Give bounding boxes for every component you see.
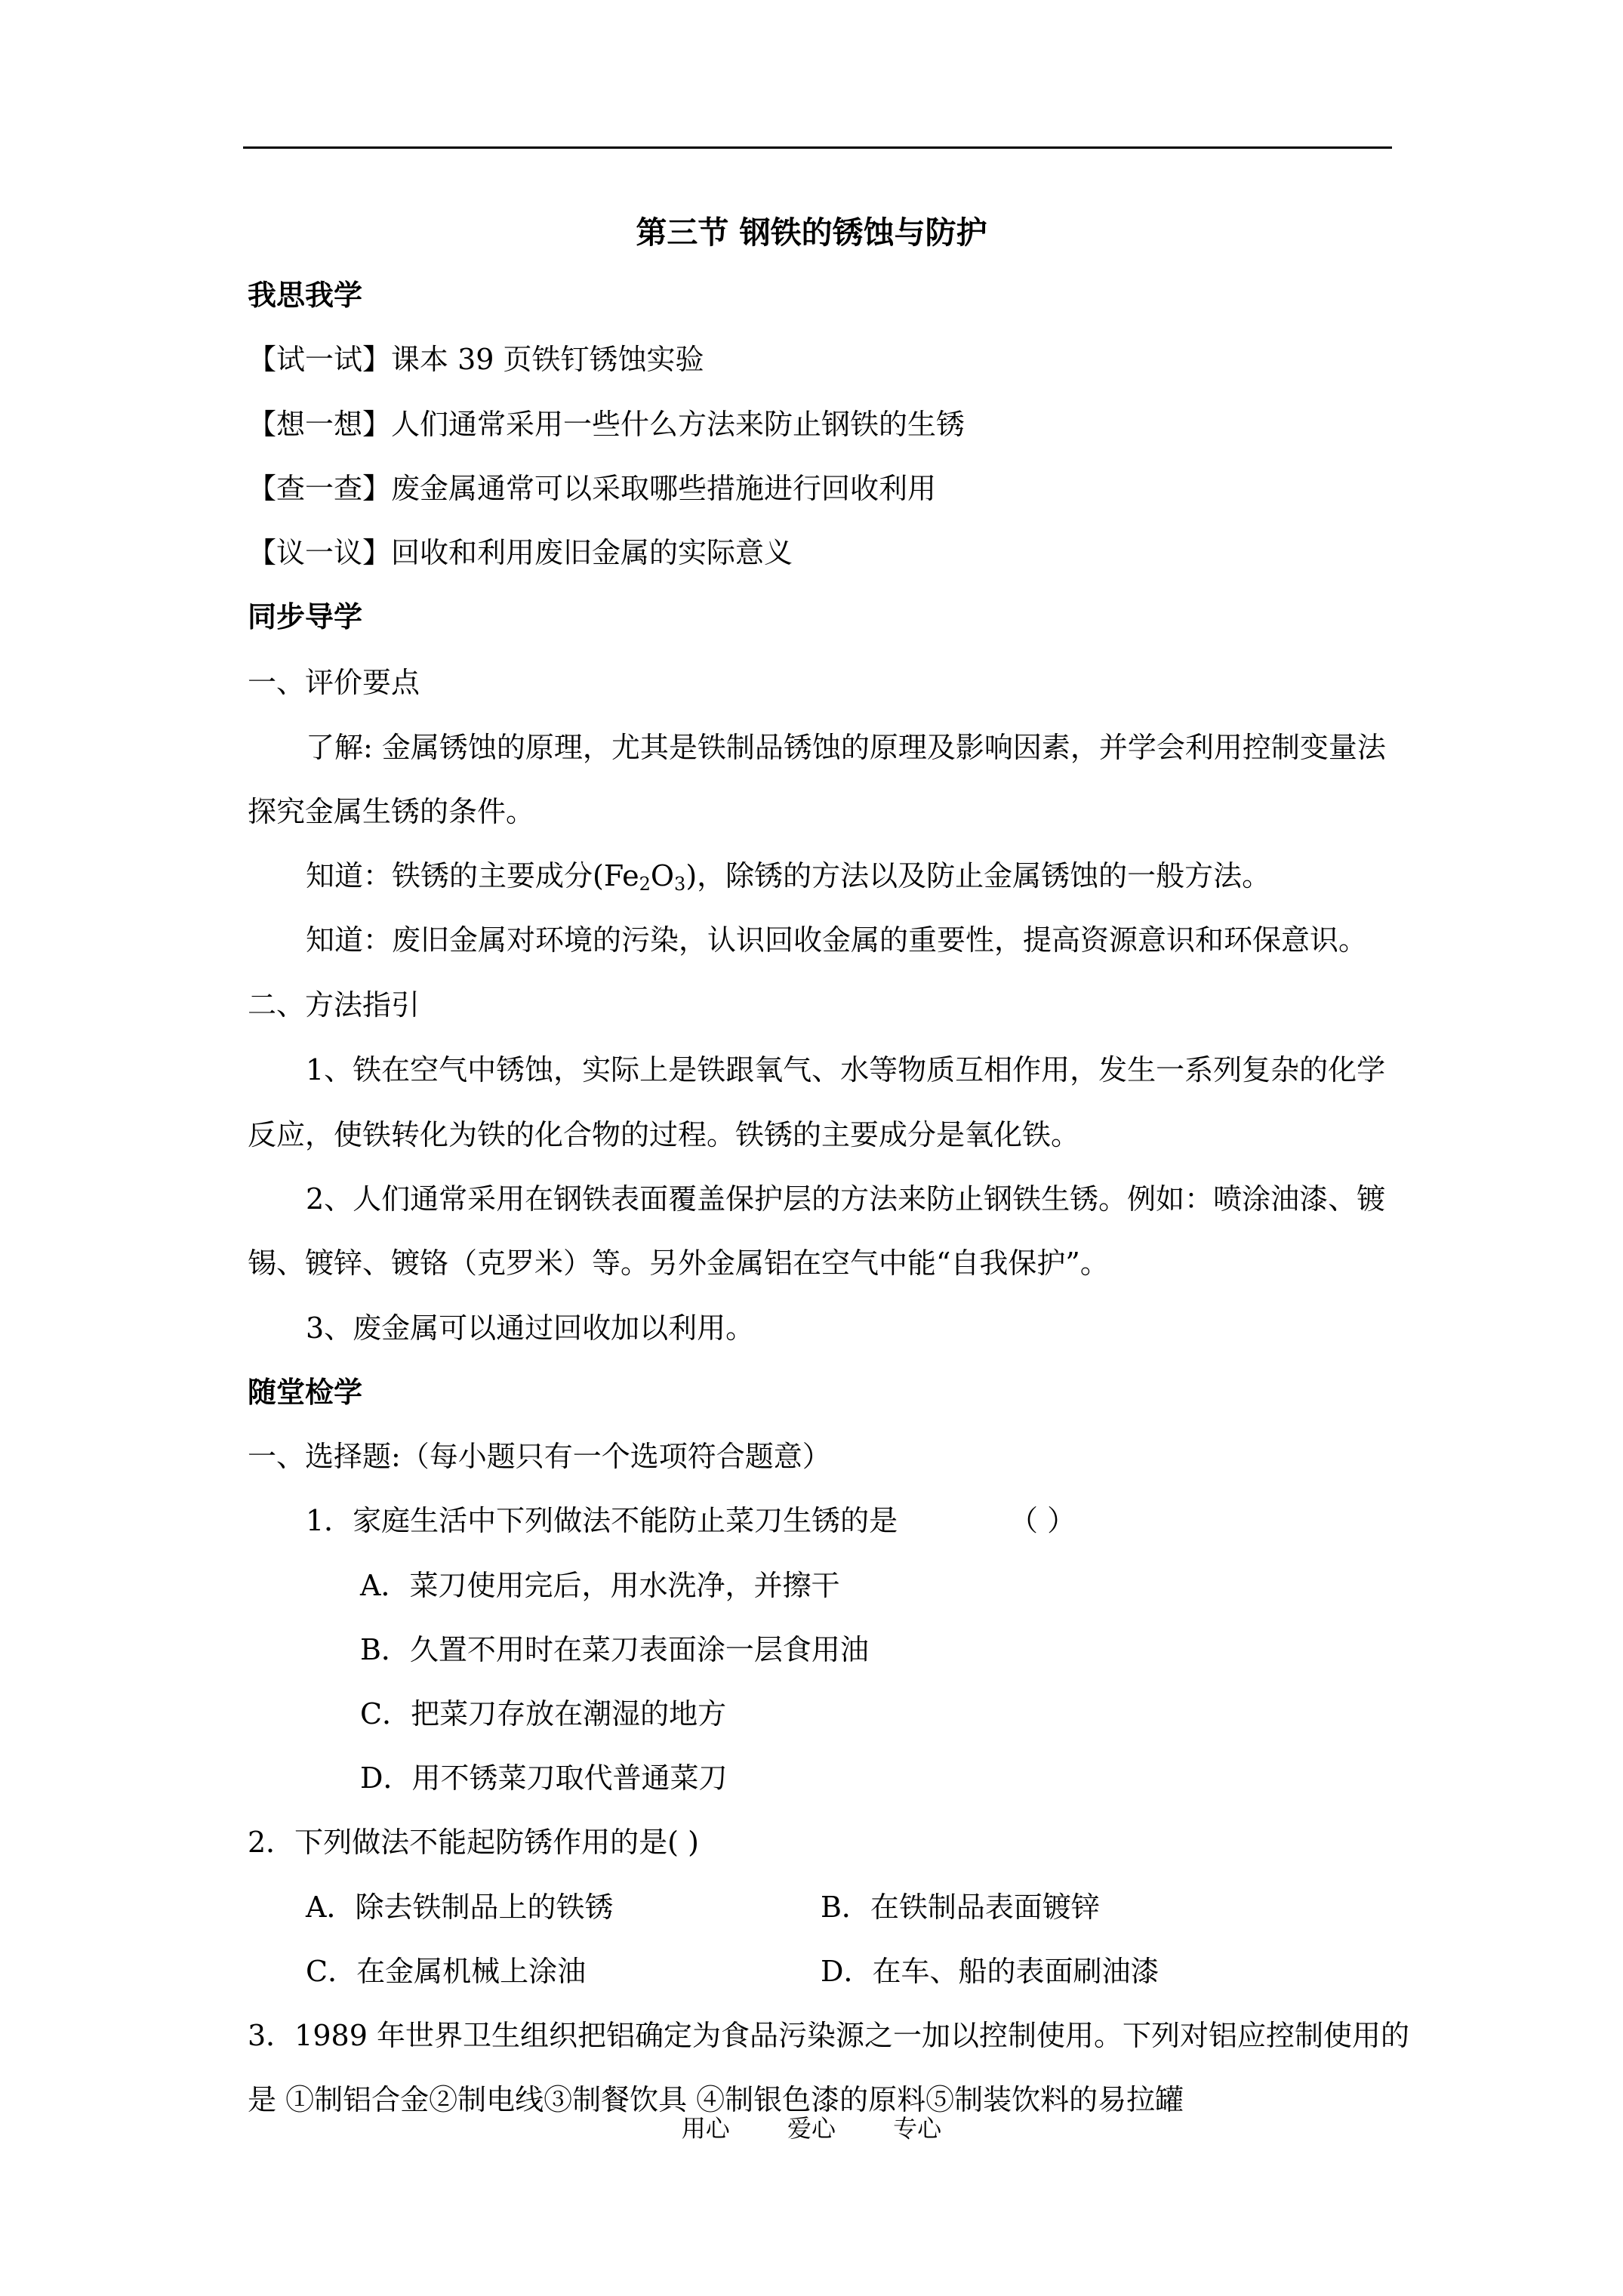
item-text: 人们通常采用一些什么方法来防止钢铁的生锈 — [391, 408, 965, 441]
paragraph: 2、人们通常采用在钢铁表面覆盖保护层的方法来防止钢铁生锈。例如：喷涂油漆、镀 — [306, 1182, 1386, 1216]
paragraph-formula — [306, 859, 1271, 895]
paragraph: 知道：废旧金属对环境的污染，认识回收金属的重要性，提高资源意识和环保意识。 — [306, 923, 1368, 957]
item-text: 废金属通常可以采取哪些措施进行回收利用 — [391, 472, 937, 505]
option: C．在金属机械上涂油 — [306, 1955, 587, 1988]
section-heading-think: 我思我学 — [248, 278, 363, 312]
footer-text: 用心 — [681, 2114, 730, 2143]
option: B．在铁制品表面镀锌 — [821, 1891, 1100, 1924]
list-item — [248, 538, 793, 567]
text: )，除锈的方法以及防止金属锈蚀的一般方法。 — [685, 859, 1271, 892]
answer-blank: （ ） — [1009, 1504, 1076, 1537]
option: A．除去铁制品上的铁锈 — [306, 1891, 614, 1924]
list-item — [248, 474, 936, 503]
page-footer — [0, 2110, 1623, 2144]
option: C．把菜刀存放在潮湿的地方 — [360, 1697, 727, 1730]
section-heading-guide: 同步导学 — [248, 599, 363, 633]
subheading-choice: 一、选择题:（每小题只有一个选项符合题意） — [248, 1440, 831, 1473]
subscript: 3 — [674, 874, 686, 895]
subheading-method: 二、方法指引 — [248, 988, 420, 1022]
header-rule — [243, 146, 1392, 149]
option: B．久置不用时在菜刀表面涂一层食用油 — [360, 1633, 869, 1666]
paragraph: 1、铁在空气中锈蚀，实际上是铁跟氧气、水等物质互相作用，发生一系列复杂的化学 — [306, 1053, 1386, 1086]
footer-text: 专心 — [893, 2114, 942, 2143]
section-heading-check: 随堂检学 — [248, 1375, 363, 1409]
question-3: 3．1989 年世界卫生组织把铝确定为食品污染源之一加以控制使用。下列对铝应控制使用的 — [248, 2019, 1409, 2052]
paragraph: 了解: 金属锈蚀的原理，尤其是铁制品锈蚀的原理及影响因素，并学会利用控制变量法 — [306, 731, 1386, 764]
subheading-eval: 一、评价要点 — [248, 666, 420, 699]
text: O — [650, 859, 675, 892]
item-text: 课本 39 页铁钉锈蚀实验 — [391, 343, 704, 376]
paragraph: 锡、镀锌、镀铬（克罗米）等。另外金属铝在空气中能“自我保护”。 — [248, 1247, 1109, 1280]
paragraph: 3、废金属可以通过回收加以利用。 — [306, 1311, 755, 1345]
option: A．菜刀使用完后，用水洗净，并擦干 — [360, 1569, 840, 1602]
question-3-cont: 是 ①制铝合金②制电线③制餐饮具 ④制银色漆的原料⑤制装饮料的易拉罐 — [248, 2083, 1184, 2116]
page-title: 第三节 钢铁的锈蚀与防护 — [636, 214, 987, 251]
question-1 — [306, 1504, 1076, 1537]
footer-text: 爱心 — [787, 2114, 836, 2143]
option: D．在车、船的表面刷油漆 — [821, 1955, 1160, 1988]
list-item — [248, 345, 704, 374]
text: 知道：铁锈的主要成分(Fe — [306, 859, 639, 892]
item-text: 回收和利用废旧金属的实际意义 — [391, 536, 793, 569]
subscript: 2 — [639, 874, 651, 895]
paragraph: 探究金属生锈的条件。 — [248, 795, 535, 828]
item-tag: 【试一试】 — [248, 343, 392, 376]
question-stem: 1．家庭生活中下列做法不能防止菜刀生锈的是 — [306, 1504, 898, 1537]
option: D．用不锈菜刀取代普通菜刀 — [360, 1761, 728, 1795]
item-tag: 【想一想】 — [248, 408, 392, 441]
list-item — [248, 410, 965, 439]
question-2: 2．下列做法不能起防锈作用的是( ) — [248, 1826, 699, 1859]
item-tag: 【议一议】 — [248, 536, 392, 569]
item-tag: 【查一查】 — [248, 472, 392, 505]
paragraph: 反应，使铁转化为铁的化合物的过程。铁锈的主要成分是氧化铁。 — [248, 1118, 1080, 1151]
